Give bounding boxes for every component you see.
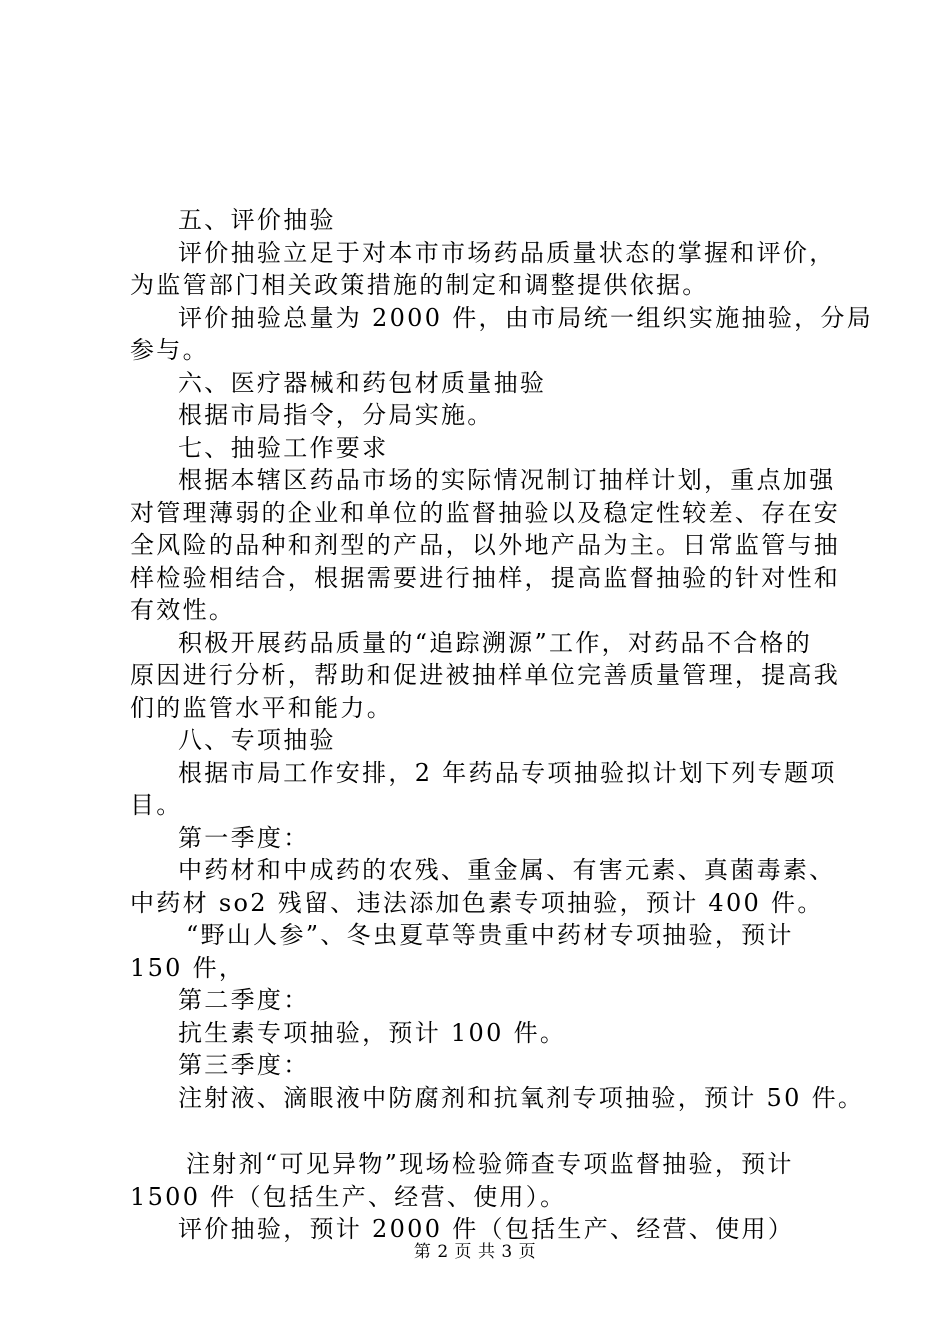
blank-line xyxy=(130,1114,830,1148)
paragraph-line: 有效性。 xyxy=(130,596,236,624)
section-heading-8: 八、专项抽验 xyxy=(178,726,336,754)
paragraph-line: 们的监管水平和能力。 xyxy=(130,693,393,722)
paragraph-line: 根据市局工作安排，2 年药品专项抽验拟计划下列专题项 xyxy=(178,758,837,787)
paragraph-line: 原因进行分析，帮助和促进被抽样单位完善质量管理，提高我 xyxy=(130,661,841,689)
quarter-heading-2: 第二季度： xyxy=(178,986,310,1014)
paragraph-line: 全风险的品种和剂型的产品，以外地产品为主。日常监管与抽 xyxy=(130,531,841,559)
paragraph-line: 参与。 xyxy=(130,336,209,364)
document-body xyxy=(130,204,874,1246)
paragraph-line: “野山人参”、冬虫夏草等贵重中药材专项抽验，预计 xyxy=(186,921,794,949)
section-heading-6: 六、医疗器械和药包材质量抽验 xyxy=(178,368,547,397)
paragraph-line: 注射剂“可见异物”现场检验筛查专项监督抽验，预计 xyxy=(186,1150,794,1178)
section-heading-5: 五、评价抽验 xyxy=(178,206,336,234)
paragraph-line: 评价抽验立足于对本市市场药品质量状态的掌握和评价， xyxy=(178,238,836,267)
paragraph-line: 积极开展药品质量的“追踪溯源”工作，对药品不合格的 xyxy=(178,628,813,657)
paragraph-line: 注射液、滴眼液中防腐剂和抗氧剂专项抽验，预计 50 件。 xyxy=(178,1083,865,1112)
quarter-heading-1: 第一季度： xyxy=(178,823,310,852)
paragraph-line: 中药材 so2 残留、违法添加色素专项抽验，预计 400 件。 xyxy=(130,888,824,917)
section-heading-7: 七、抽验工作要求 xyxy=(178,433,389,462)
paragraph-line: 中药材和中成药的农残、重金属、有害元素、真菌毒素、 xyxy=(178,856,836,884)
paragraph-line: 根据本辖区药品市场的实际情况制订抽样计划，重点加强 xyxy=(178,466,836,494)
paragraph-line: 对管理薄弱的企业和单位的监督抽验以及稳定性较差、存在安 xyxy=(130,498,841,527)
quarter-heading-3: 第三季度： xyxy=(178,1051,310,1079)
paragraph-line: 评价抽验总量为 2000 件，由市局统一组织实施抽验，分局 xyxy=(178,303,874,332)
paragraph-line: 抗生素专项抽验，预计 100 件。 xyxy=(178,1018,567,1047)
paragraph-line: 150 件， xyxy=(130,953,246,982)
paragraph-line: 根据市局指令，分局实施。 xyxy=(178,401,494,429)
paragraph-line: 目。 xyxy=(130,791,183,819)
page-number-footer: 第 2 页 共 3 页 xyxy=(413,1242,537,1262)
paragraph-line: 样检验相结合，根据需要进行抽样，提高监督抽验的针对性和 xyxy=(130,563,841,592)
paragraph-line: 1500 件（包括生产、经营、使用）。 xyxy=(130,1182,567,1211)
paragraph-line: 评价抽验，预计 2000 件（包括生产、经营、使用） xyxy=(178,1215,795,1243)
paragraph-line: 为监管部门相关政策措施的制定和调整提供依据。 xyxy=(130,271,709,299)
